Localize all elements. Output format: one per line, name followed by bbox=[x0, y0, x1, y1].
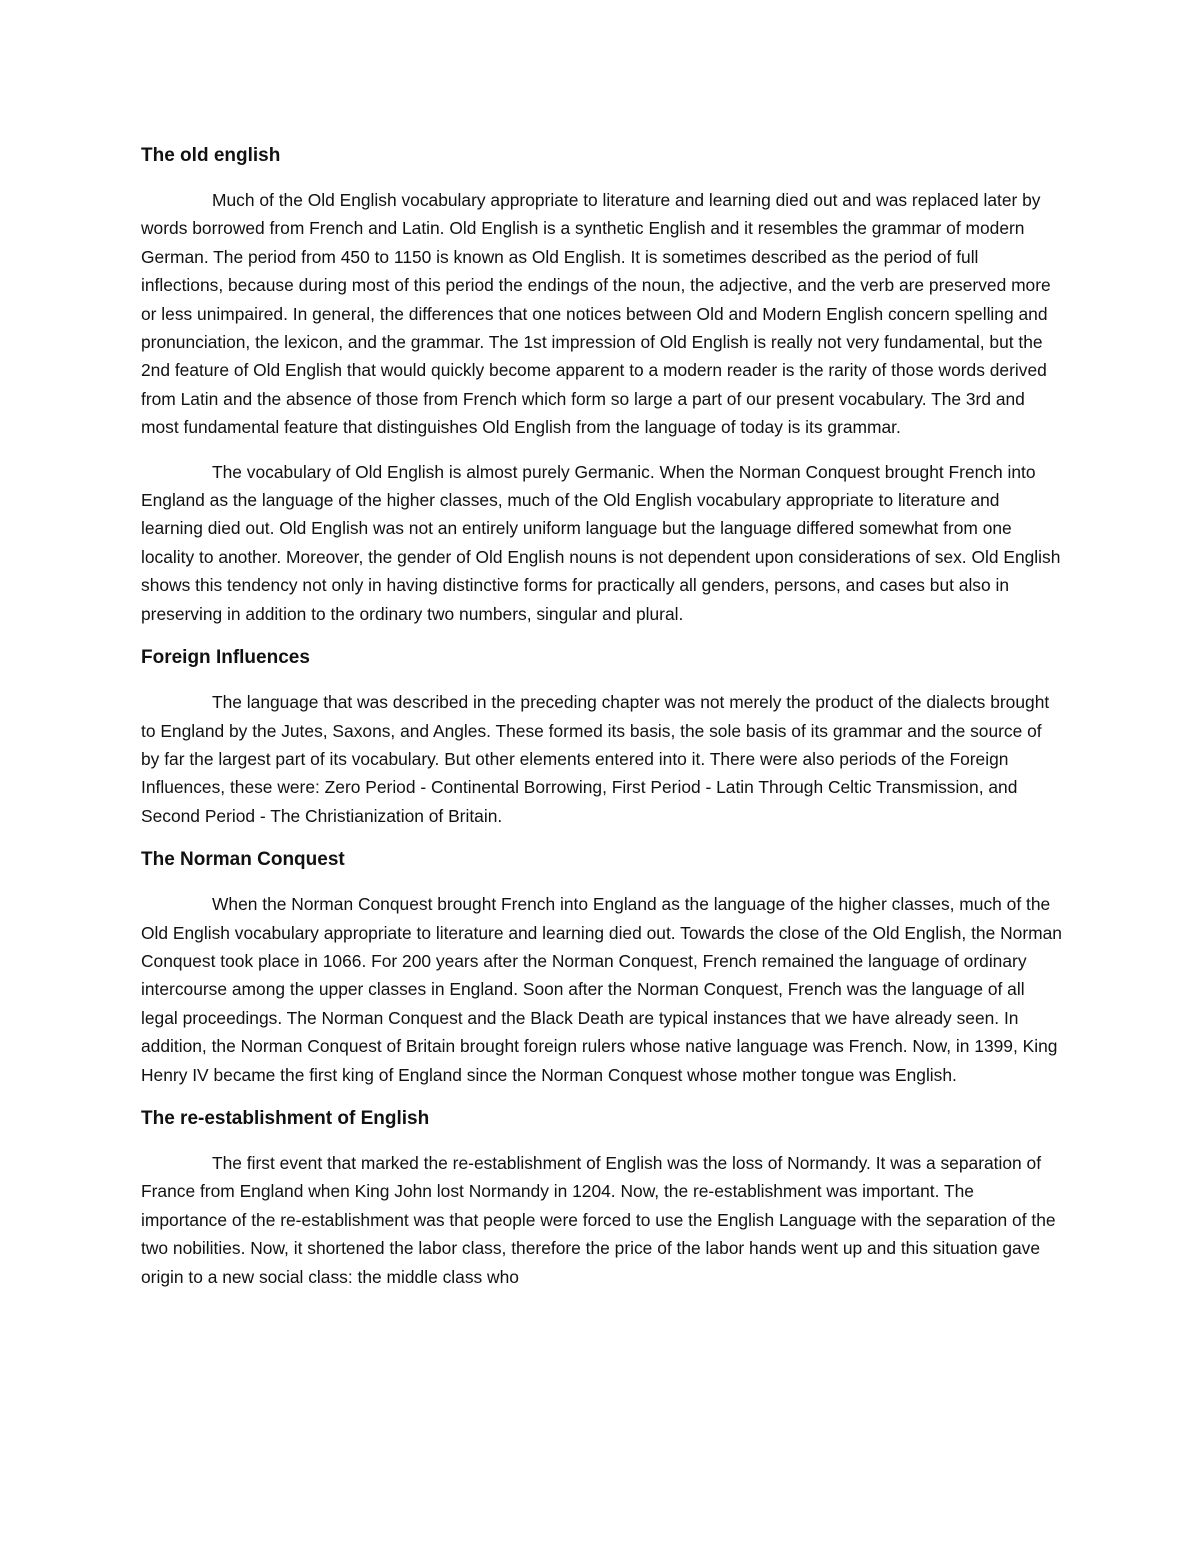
section-heading-re-establishment: The re-establishment of English bbox=[141, 1107, 430, 1129]
section-heading-old-english: The old english bbox=[141, 145, 281, 166]
document-body bbox=[141, 142, 1063, 1307]
section-heading-foreign-influences: Foreign Influences bbox=[141, 647, 310, 669]
paragraph: The vocabulary of Old English is almost purely Germanic. When the Norman Conquest brought French into England as the language of the higher classes, much of the Old English vocabulary appropriate to literature and learning died out. Old English was not an entirely uniform language but the language differed somewhat from one locality to another. Moreover, the gender of Old English nouns is not dependent upon considerations of sex. Old English shows this tendency not only in having distinctive forms for practically all genders, persons, and cases but also in preserving in addition to the ordinary two numbers, singular and plural. bbox=[141, 461, 1061, 624]
paragraph: When the Norman Conquest brought French into England as the language of the higher classes, much of the Old English vocabulary appropriate to literature and learning died out. Towards the close of the Old English, the Norman Conquest took place in 1066. For 200 years after the Norman Conquest, French remained the language of ordinary intercourse among the upper classes in England. Soon after the Norman Conquest, French was the language of all legal proceedings. The Norman Conquest and the Black Death are typical instances that we have already seen. In addition, the Norman Conquest of Britain brought foreign rulers whose native language was French. Now, in 1399, King Henry IV became the first king of England since the Norman Conquest whose mother tongue was English. bbox=[141, 894, 1062, 1085]
paragraph: The first event that marked the re-establishment of English was the loss of Normandy. It was a separation of France from England when King John lost Normandy in 1204. Now, the re-establishment was important. The importance of the re-establishment was that people were forced to use the English Language with the separation of the two nobilities. Now, it shortened the labor class, therefore the price of the labor hands went up and this situation gave origin to a new social class: the middle class who bbox=[141, 1152, 1056, 1287]
section-heading-norman-conquest: The Norman Conquest bbox=[141, 849, 345, 871]
paragraph: The language that was described in the preceding chapter was not merely the product of the dialects brought to England by the Jutes, Saxons, and Angles. These formed its basis, the sole basis of its grammar and the source of by far the largest part of its vocabulary. But other elements entered into it. There were also periods of the Foreign Influences, these were: Zero Period - Continental Borrowing, First Period - Latin Through Celtic Transmission, and Second Period - The Christianization of Britain. bbox=[141, 692, 1050, 826]
paragraph: Much of the Old English vocabulary appropriate to literature and learning died out and was replaced later by words borrowed from French and Latin. Old English is a synthetic English and it resembles the grammar of modern German. The period from 450 to 1150 is known as Old English. It is sometimes described as the period of full inflections, because during most of this period the endings of the noun, the adjective, and the verb are preserved more or less unimpaired. In general, the differences that one notices between Old and Modern English concern spelling and pronunciation, the lexicon, and the grammar. The 1st impression of Old English is really not very fundamental, but the 2nd feature of Old English that would quickly become apparent to a modern reader is the rarity of those words derived from Latin and the absence of those from French which form so large a part of our present vocabulary. The 3rd and most fundamental feature that distinguishes Old English from the language of today is its grammar. bbox=[141, 190, 1051, 438]
